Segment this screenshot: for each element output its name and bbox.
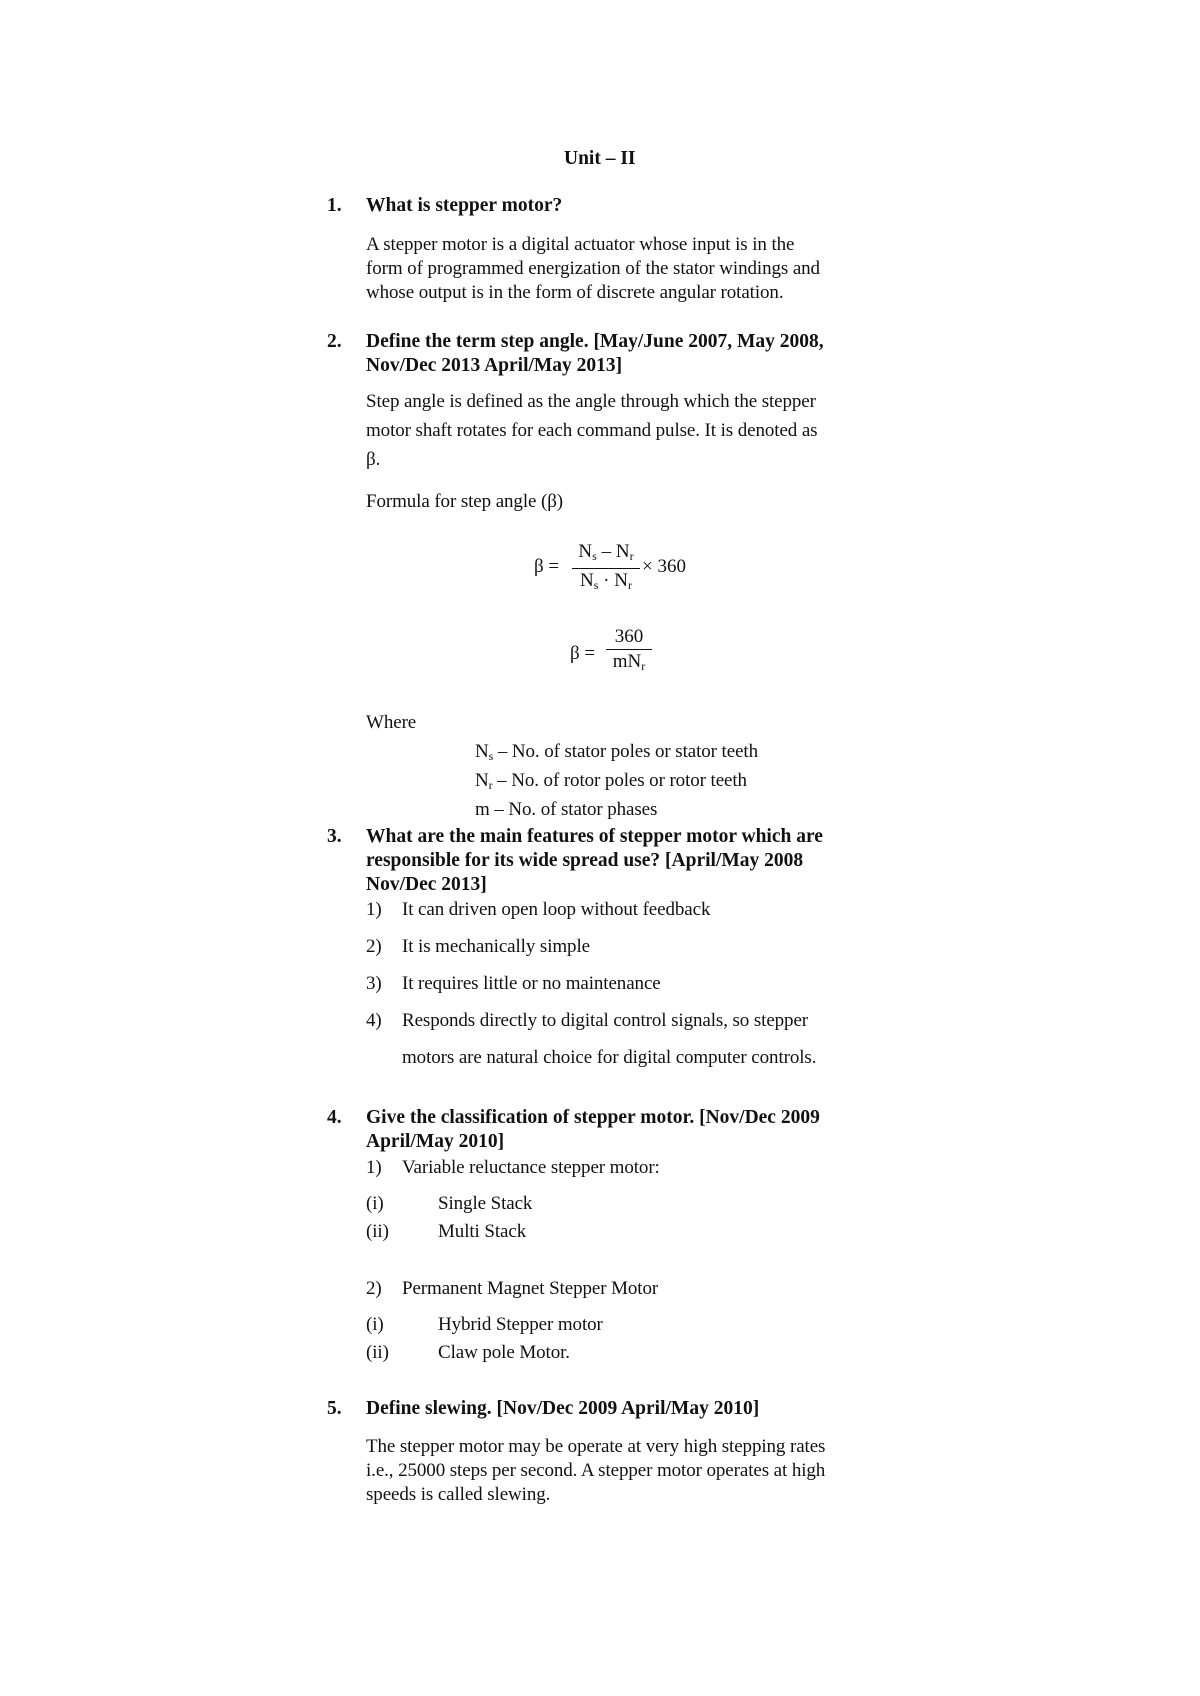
q4-sub-number: (i) [366,1314,384,1335]
q4-sub-number: (ii) [366,1221,389,1242]
where-label: Where [366,712,417,733]
q2-number: 2. [327,331,342,352]
formula2-numerator: 360 [614,626,644,647]
q4-question-line: Give the classification of stepper motor. [Nov/Dec 2009 [366,1107,820,1128]
q3-question-line: Nov/Dec 2013] [366,874,487,895]
q3-item-text: It is mechanically simple [402,936,590,957]
formula1-numerator: $N_s - N_r$ [578,541,634,563]
formula1-denominator: $N_s \cdot N_r$ [580,570,632,592]
q4-question-line: April/May 2010] [366,1131,505,1152]
q3-question-line: responsible for its wide spread use? [April/May 2008 [366,850,804,871]
where-item: m – No. of stator phases [475,799,658,820]
formula1-rhs: × 360 [642,556,686,577]
q3-item-text: Responds directly to digital control signals, so stepper [402,1010,809,1031]
q4-sub-text: Hybrid Stepper motor [438,1314,603,1335]
q4-sub-text: Single Stack [438,1193,533,1214]
q5-answer-line: i.e., 25000 steps per second. A stepper motor operates at high [366,1460,826,1481]
q5-number: 5. [327,1398,342,1419]
where-item: $N_s$ – No. of stator poles or stator teeth [475,741,758,763]
q3-item-number: 1) [366,899,382,920]
q1-number: 1. [327,195,342,216]
q5-answer-line: The stepper motor may be operate at very high stepping rates [366,1436,826,1457]
q3-item-number: 2) [366,936,382,957]
q3-item-number: 4) [366,1010,382,1031]
q2-question-line: Nov/Dec 2013 April/May 2013] [366,355,623,376]
formula2-fraction [606,625,652,678]
q4-group-label: Permanent Magnet Stepper Motor [402,1278,659,1299]
where-item: $N_r$ – No. of rotor poles or rotor teeth [475,770,747,792]
q3-item-text-continued: motors are natural choice for digital computer controls. [402,1047,817,1068]
q2-answer-line: β. [366,449,381,470]
q4-group-label: Variable reluctance stepper motor: [402,1157,660,1178]
q3-question-line: What are the main features of stepper motor which are [366,826,823,847]
q1-answer-line: A stepper motor is a digital actuator whose input is in the [366,234,795,255]
formula-label: Formula for step angle (β) [366,491,564,512]
q4-sub-number: (ii) [366,1342,389,1363]
formula1-lhs: β = [534,556,560,577]
q1-question: What is stepper motor? [366,195,563,216]
q3-item-text: It can driven open loop without feedback [402,899,711,920]
q3-item-text: It requires little or no maintenance [402,973,661,994]
q2-answer-line: Step angle is defined as the angle through which the stepper [366,391,816,412]
q5-question: Define slewing. [Nov/Dec 2009 April/May 2010] [366,1398,760,1419]
page-title: Unit – II [564,148,636,169]
q2-question-line: Define the term step angle. [May/June 2007, May 2008, [366,331,824,352]
q4-sub-number: (i) [366,1193,384,1214]
formula2-lhs: β = [570,643,596,664]
q4-sub-text: Multi Stack [438,1221,527,1242]
q4-group-number: 1) [366,1157,382,1178]
q1-answer-line: whose output is in the form of discrete angular rotation. [366,282,784,303]
q4-group-number: 2) [366,1278,382,1299]
q5-answer-line: speeds is called slewing. [366,1484,551,1505]
q4-sub-text: Claw pole Motor. [438,1342,570,1363]
q3-item-number: 3) [366,973,382,994]
formula1-fraction [572,540,640,597]
q3-number: 3. [327,826,342,847]
q1-answer-line: form of programmed energization of the stator windings and [366,258,820,279]
q2-answer-line: motor shaft rotates for each command pulse. It is denoted as [366,420,818,441]
q4-number: 4. [327,1107,342,1128]
formula2-denominator: $mN_r$ [612,651,646,673]
